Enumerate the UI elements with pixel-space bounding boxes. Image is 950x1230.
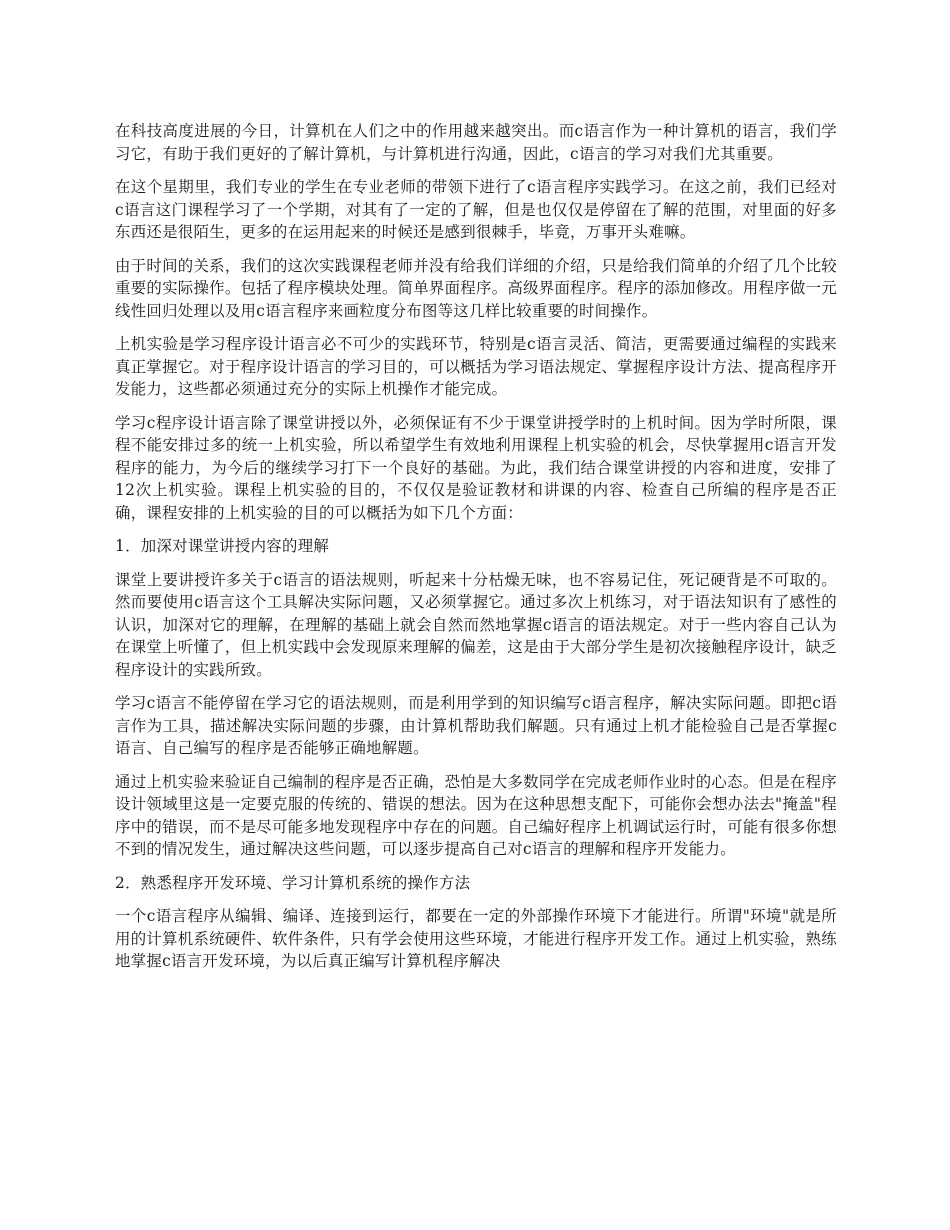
paragraph-verify-programs: 通过上机实验来验证自己编制的程序是否正确，恐怕是大多数同学在完成老师作业时的心态。但是在程序设计领域里这是一定要克服的传统的、错误的想法。因为在这种思想支配下，可能你会想办法去"掩盖"程序中的错误，而不是尽可能多地发现程序中存在的问题。自己编好程序上机调试运行时，可能有很多你想不到的情况发生，通过解决这些问题，可以逐步提高自己对c语言的理解和程序开发能力。 bbox=[115, 772, 837, 858]
paragraph-time-relation: 由于时间的关系，我们的这次实践课程老师并没有给我们详细的介绍，只是给我们简单的介绍了几个比较重要的实际操作。包括了程序模块处理。简单界面程序。高级界面程序。程序的添加修改。用程序做一元线性回归处理以及用c语言程序来画粒度分布图等这几样比较重要的时间操作。 bbox=[115, 256, 837, 320]
paragraph-dev-environment: 一个c语言程序从编辑、编译、连接到运行，都要在一定的外部操作环境下才能进行。所谓"环境"就是所用的计算机系统硬件、软件条件，只有学会使用这些环境，才能进行程序开发工作。通过上机实验，熟练地掌握c语言开发环境，为以后真正编写计算机程序解决 bbox=[115, 907, 837, 970]
section-heading-1: 1．加深对课堂讲授内容的理解 bbox=[115, 537, 330, 555]
paragraph-lab-importance: 上机实验是学习程序设计语言必不可少的实践环节，特别是c语言灵活、简洁，更需要通过编程的实践来真正掌握它。对于程序设计语言的学习目的，可以概括为学习语法规定、掌握程序设计方法、提高程序开发能力，这些都必须通过充分的实际上机操作才能完成。 bbox=[115, 335, 837, 398]
section-heading-2: 2．熟悉程序开发环境、学习计算机系统的操作方法 bbox=[115, 873, 471, 892]
paragraph-this-week: 在这个星期里，我们专业的学生在专业老师的带领下进行了c语言程序实践学习。在这之前，我们已经对c语言这门课程学习了一个学期，对其有了一定的了解，但是也仅仅是停留在了解的范围，对里面的好多东西还是很陌生，更多的在运用起来的时候还是感到很棘手，毕竟，万事开头难嘛。 bbox=[115, 178, 837, 241]
document-body bbox=[115, 120, 837, 984]
paragraph-intro: 在科技高度进展的今日，计算机在人们之中的作用越来越突出。而c语言作为一种计算机的语言，我们学习它，有助于我们更好的了解计算机，与计算机进行沟通，因此，c语言的学习对我们尤其重要。 bbox=[115, 122, 837, 163]
paragraph-lab-purpose: 学习c程序设计语言除了课堂讲授以外，必须保证有不少于课堂讲授学时的上机时间。因为学时所限，课程不能安排过多的统一上机实验，所以希望学生有效地利用课程上机实验的机会，尽快掌握用c语言开发程序的能力，为今后的继续学习打下一个良好的基础。为此，我们结合课堂讲授的内容和进度，安排了12次上机实验。课程上机实验的目的，不仅仅是验证教材和讲课的内容、检查自己所编的程序是否正确，课程安排的上机实验的目的可以概括为如下几个方面： bbox=[115, 413, 837, 522]
paragraph-solve-problems: 学习c语言不能停留在学习它的语法规则，而是利用学到的知识编写c语言程序，解决实际问题。即把c语言作为工具，描述解决实际问题的步骤，由计算机帮助我们解题。只有通过上机才能检验自己是否掌握c语言、自己编写的程序是否能够正确地解题。 bbox=[115, 694, 837, 757]
paragraph-syntax-rules: 课堂上要讲授许多关于c语言的语法规则，听起来十分枯燥无味，也不容易记住，死记硬背是不可取的。然而要使用c语言这个工具解决实际问题，又必须掌握它。通过多次上机练习，对于语法知识有了感性的认识，加深对它的理解，在理解的基础上就会自然而然地掌握c语言的语法规定。对于一些内容自己认为在课堂上听懂了，但上机实践中会发现原来理解的偏差，这是由于大部分学生是初次接触程序设计，缺乏程序设计的实践所致。 bbox=[115, 570, 837, 679]
